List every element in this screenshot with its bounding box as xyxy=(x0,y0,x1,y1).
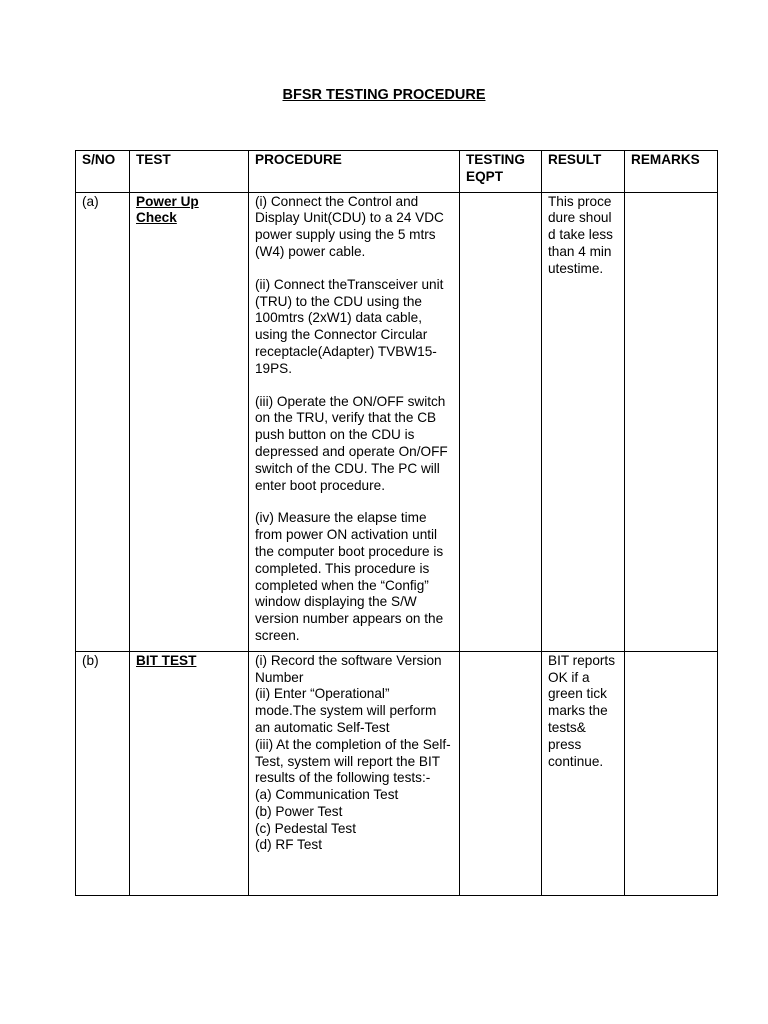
procedure-line: (a) Communication Test xyxy=(255,787,399,803)
row-sno: (a) xyxy=(76,192,130,651)
table-header-row xyxy=(76,151,718,193)
procedure-line: (d) RF Test xyxy=(255,837,322,853)
row-remarks xyxy=(625,651,718,895)
procedure-step: (iv) Measure the elapse time from power ON activation until the computer boot procedure is completed. This procedure is completed when the “Config” window displaying the S/W version number appears on the screen. xyxy=(255,510,444,643)
procedure-step: (i) Connect the Control and Display Unit(CDU) to a 24 VDC power supply using the 5 mtrs (W4) power cable. xyxy=(255,193,444,259)
row-procedure xyxy=(249,651,460,895)
row-remarks xyxy=(625,192,718,651)
row-testing-eqpt xyxy=(460,651,542,895)
header-testing-eqpt: TESTING EQPT xyxy=(460,151,542,193)
procedure-step: (iii) Operate the ON/OFF switch on the TRU, verify that the CB push button on the CDU is depressed and operate On/OFF switch of the CDU. The PC will enter boot procedure. xyxy=(255,393,448,493)
row-test-cell xyxy=(130,192,249,651)
procedure-line: (ii) Enter “Operational” mode.The system will perform an automatic Self-Test xyxy=(255,686,437,735)
procedure-line: (b) Power Test xyxy=(255,803,343,819)
row-test-name: BIT TEST xyxy=(136,652,197,668)
header-result: RESULT xyxy=(542,151,625,193)
row-test-cell xyxy=(130,651,249,895)
row-procedure xyxy=(249,192,460,651)
header-remarks: REMARKS xyxy=(625,151,718,193)
row-test-name: Power Up Check xyxy=(136,193,199,226)
procedure-line: (iii) At the completion of the Self-Test, system will report the BIT results of the following tests:- xyxy=(255,736,451,786)
row-result: This procedure should take less than 4 minutestime. xyxy=(542,192,625,651)
procedure-table xyxy=(75,150,718,896)
table-row xyxy=(76,192,718,651)
header-test: TEST xyxy=(130,151,249,193)
row-sno: (b) xyxy=(76,651,130,895)
header-sno: S/NO xyxy=(76,151,130,193)
row-testing-eqpt xyxy=(460,192,542,651)
table-row xyxy=(76,651,718,895)
procedure-line: (i) Record the software Version Number xyxy=(255,652,442,685)
document-title: BFSR TESTING PROCEDURE xyxy=(282,87,486,103)
row-result: BIT reports OK if a green tick marks the tests& press continue. xyxy=(542,651,625,895)
header-procedure: PROCEDURE xyxy=(249,151,460,193)
procedure-step: (ii) Connect theTransceiver unit (TRU) to the CDU using the 100mtrs (2xW1) data cable, using the Connector Circular receptacle(Adapter) TVBW15-19PS. xyxy=(255,276,444,376)
procedure-line: (c) Pedestal Test xyxy=(255,820,356,836)
